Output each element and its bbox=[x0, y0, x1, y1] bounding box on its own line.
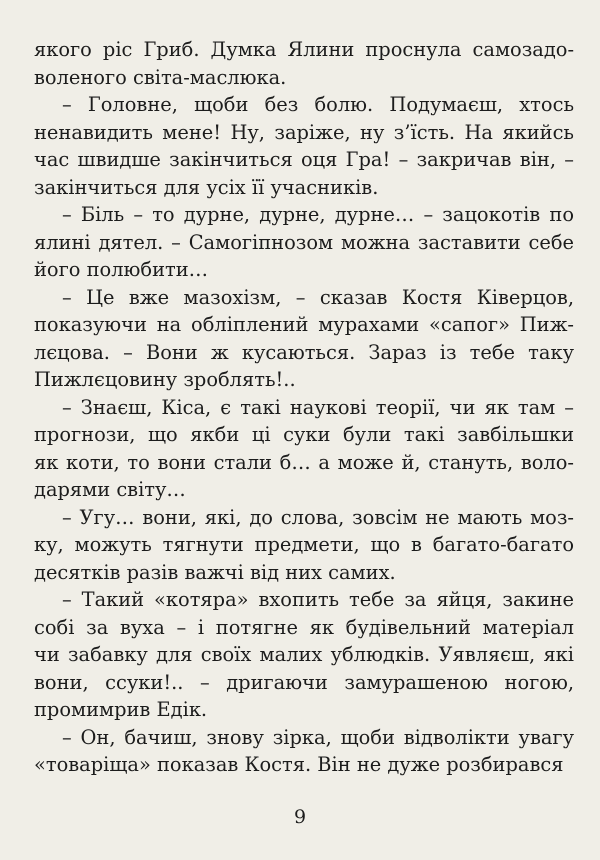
text-line: ненавидить мене! Ну, заріже, ну з’їсть. На якийсь bbox=[34, 120, 574, 144]
text-line: промимрив Едік. bbox=[34, 698, 208, 721]
text-line: ялині дятел. – Самогіпнозом можна заставити себе bbox=[34, 230, 574, 254]
text-line: показуючи на обліплений мурахами «сапог» Пиж- bbox=[34, 313, 574, 336]
text-line: – Угу… вони, які, до слова, зовсім не мають моз- bbox=[62, 505, 574, 529]
text-line: Пижлєцовину зроблять!.. bbox=[34, 368, 296, 391]
text-line: «товаріща» показав Костя. Він не дуже розбирався bbox=[34, 753, 564, 776]
text-line: – Знаєш, Кіса, є такі наукові теорії, чи як там – bbox=[62, 395, 574, 419]
text-line: закінчиться для усіх її учасників. bbox=[34, 175, 379, 199]
text-line: – Такий «котяра» вхопить тебе за яйця, закине bbox=[62, 588, 574, 611]
body-text bbox=[34, 36, 574, 779]
text-line: собі за вуха – і потягне як будівельний матеріал bbox=[34, 615, 574, 639]
text-line: ку, можуть тягнути предмети, що в багато-багато bbox=[34, 533, 574, 556]
text-line: як коти, то вони стали б… а може й, стануть, воло- bbox=[34, 450, 574, 474]
text-line: час швидше закінчиться оця Гра! – закричав він, – bbox=[34, 148, 574, 171]
text-line: – Головне, щоби без болю. Подумаєш, хтось bbox=[62, 93, 574, 116]
text-line: – Біль – то дурне, дурне, дурне… – зацокотів по bbox=[62, 203, 574, 226]
text-line: дарями світу… bbox=[34, 478, 186, 501]
text-line: вони, ссуки!.. – дригаючи замурашеною ногою, bbox=[34, 670, 574, 694]
text-line: прогнози, що якби ці суки були такі завбільшки bbox=[34, 423, 574, 446]
text-line: лєцова. – Вони ж кусаються. Зараз із тебе таку bbox=[34, 340, 574, 364]
text-line: – Он, бачиш, знову зірка, щоби відволікти увагу bbox=[62, 725, 574, 749]
text-line: його полюбити… bbox=[34, 258, 209, 281]
text-line: якого ріс Гриб. Думка Ялини проснула самозадо- bbox=[34, 38, 574, 61]
text-line: – Це вже мазохізм, – сказав Костя Ківерцов, bbox=[62, 285, 574, 309]
text-line: воленого світа-маслюка. bbox=[34, 65, 287, 89]
text-line: десятків разів важчі від них самих. bbox=[34, 560, 396, 584]
text-line: чи забавку для своїх малих ублюдків. Уявляєш, які bbox=[34, 643, 574, 666]
page-number: 9 bbox=[293, 806, 307, 828]
